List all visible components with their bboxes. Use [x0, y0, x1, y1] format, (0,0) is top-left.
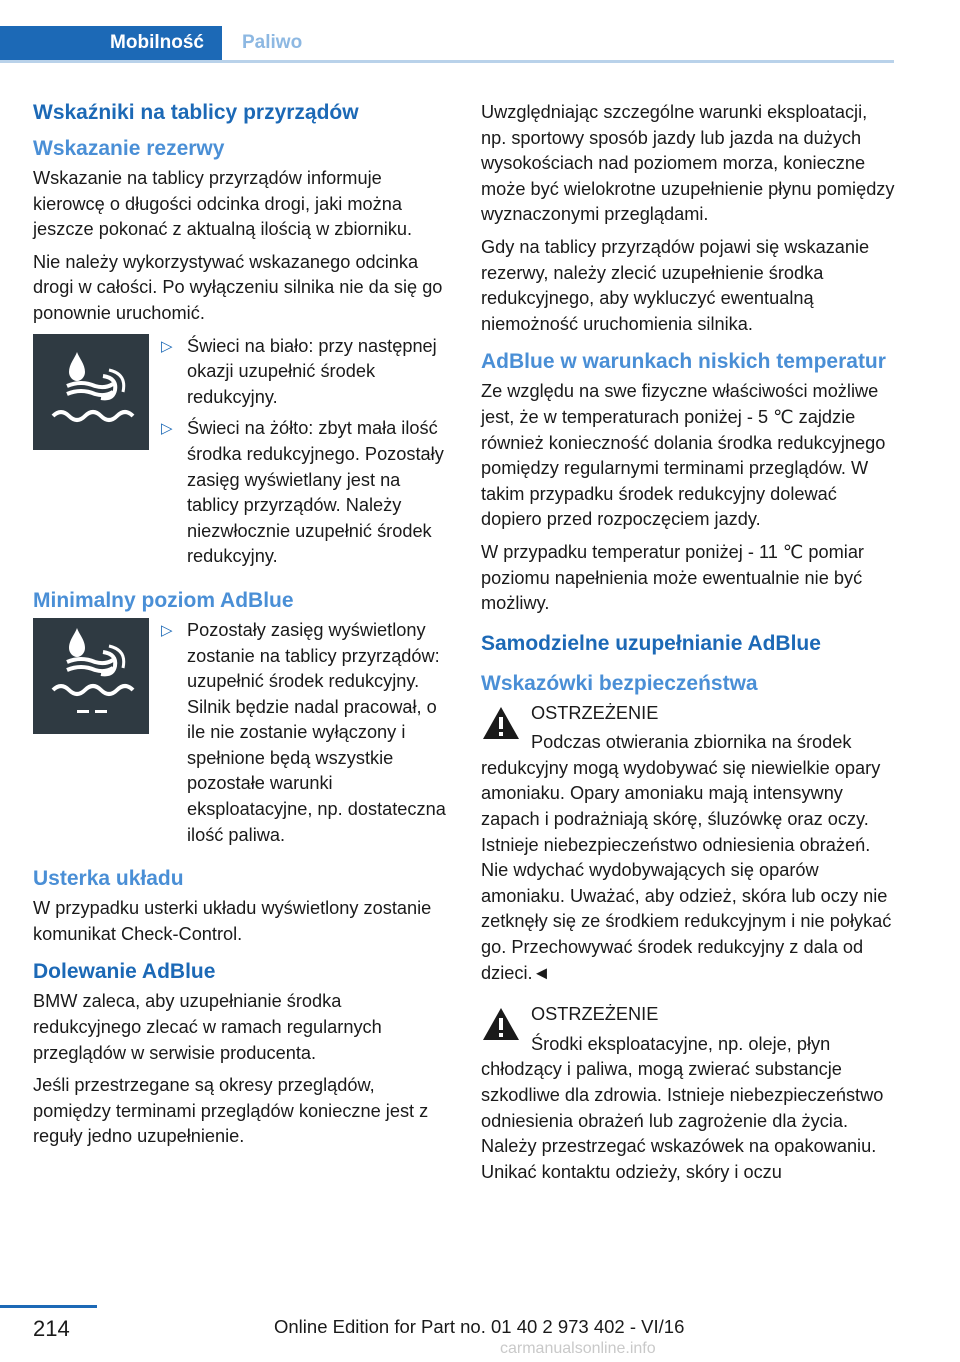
footer-divider: [0, 1305, 97, 1308]
paragraph: W przypadku usterki układu wyświetlony zostanie komunikat Check-Control.: [33, 898, 432, 944]
tab-paliwo[interactable]: Paliwo: [242, 32, 303, 53]
bullet-triangle-icon: ▷: [161, 420, 173, 438]
header-divider: [0, 60, 894, 63]
list-item-text: Świeci na żółto: zbyt mała ilość środka redukcyjnego. Pozostały zasięg wyświetlany jest na tablicy przyrządów. Należy niezwłocznie uzupełnić środek redukcyjny.: [187, 418, 444, 567]
left-column: [33, 100, 449, 1157]
page-number: 214: [33, 1316, 70, 1341]
warning-block-2: [481, 1002, 895, 1185]
bullet-triangle-icon: ▷: [161, 621, 173, 639]
paragraph: Nie należy wykorzystywać wskazanego odcinka drogi w całości. Po wyłączeniu silnika nie da się go ponownie uruchomić.: [33, 251, 443, 323]
warning-triangle-icon: [481, 705, 521, 741]
heading-refill: Dolewanie AdBlue: [33, 960, 216, 984]
warning-block-1: [481, 701, 895, 987]
warning-triangle-icon: [481, 1006, 521, 1042]
indicator-block-reserve: [33, 334, 449, 576]
section-title: Wskaźniki na tablicy przyrządów: [33, 101, 359, 124]
heading-reserve: Wskazanie rezerwy: [33, 137, 225, 160]
warning-body: redukcyjny mogą wydobywać się niewielkie opary amoniaku. Opary amoniaku mają intensywny zapach i podrażniają skórę, śluzówkę oraz oczy. Istnieje niebezpieczeństwo odniesienia obrażeń. Nie wdychać wydobywających się oparów amoniaku. Uważać, aby odzież, skóra lub oczy nie zetknęły się ze środkiem redukcyjnym i nie połykać go. Przechowywać środek redukcyjny z dala od dzieci.◄: [481, 757, 892, 983]
adblue-indicator-icon: [33, 334, 149, 450]
list-item-text: Świeci na biało: przy następnej okazji uzupełnić środek redukcyjny.: [187, 335, 437, 407]
adblue-minimum-icon: [33, 618, 149, 734]
edition-note: Online Edition for Part no. 01 40 2 973 402 - VI/16: [274, 1316, 685, 1337]
paragraph: Ze względu na swe fizyczne właściwości możliwe jest, że w temperaturach poniżej - 5 ℃ zajdzie również konieczność dolania środka redukcyjnego pomiędzy regularnymi terminami przeglądów. W takim przypadku środek redukcyjny dolewać dopiero przed rozpoczęciem jazdy.: [481, 381, 886, 530]
tab-mobilnosc[interactable]: Mobilność: [0, 26, 222, 60]
paragraph: BMW zaleca, aby uzupełnianie środka redukcyjnego zlecać w ramach regularnych przeglądów w serwisie producenta.: [33, 991, 382, 1063]
paragraph: Wskazanie na tablicy przyrządów informuje kierowcę o długości odcinka drogi, jaki można jeszcze pokonać z aktualną ilością w zbiorniku.: [33, 168, 413, 240]
list-item-text: Pozostały zasięg wyświetlony zostanie na tablicy przyrządów: uzupełnić środek redukcyjny. Silnik będzie nadal pracował, o ile nie zostanie wyłączony i spełnione będą wszystkie pozostałe warunki eksploatacyjne, np. dostateczna ilość paliwa.: [187, 619, 446, 845]
paragraph: Uwzględniając szczególne warunki eksploatacji, np. sportowy sposób jazdy lub jazda na dużych wysokościach nad poziomem morza, konieczne może być wielokrotne uzupełnienie płynu pomiędzy wyznaczonymi przeglądami.: [481, 102, 895, 225]
indicator-block-minimum: [33, 618, 449, 854]
page-header: [0, 26, 894, 62]
list-item: [161, 618, 449, 848]
bullet-triangle-icon: ▷: [161, 337, 173, 355]
heading-system-fault: Usterka układu: [33, 867, 184, 891]
list-item: [161, 416, 449, 570]
warning-lead: Podczas otwierania zbiornika na środek: [531, 732, 852, 753]
heading-minimum-level: Minimalny poziom AdBlue: [33, 588, 294, 612]
warning-body: chłodzący i paliwa, mogą zwierać substancje szkodliwe dla zdrowia. Istnieje niebezpieczeństwo odniesienia obrażeń lub zagrożenie dla życia. Należy przestrzegać wskazówek na opakowaniu. Unikać kontaktu odzieży, skóry i oczu: [481, 1059, 884, 1182]
heading-low-temperatures: AdBlue w warunkach niskich temperatur: [481, 350, 886, 374]
watermark: carmanualsonline.info: [500, 1340, 656, 1357]
heading-self-refill: Samodzielne uzupełnianie AdBlue: [481, 631, 821, 655]
heading-safety-notes: Wskazówki bezpieczeństwa: [481, 671, 758, 695]
list-item: [161, 334, 449, 411]
warning-lead: Środki eksploatacyjne, np. oleje, płyn: [531, 1033, 831, 1054]
paragraph: W przypadku temperatur poniżej - 11 ℃ pomiar poziomu napełnienia może ewentualnie nie być możliwy.: [481, 541, 864, 614]
paragraph: Jeśli przestrzegane są okresy przeglądów, pomiędzy terminami przeglądów konieczne jest z reguły jedno uzupełnienie.: [33, 1075, 429, 1147]
warning-title: OSTRZEŻENIE: [531, 702, 659, 723]
warning-title: OSTRZEŻENIE: [531, 1004, 659, 1025]
paragraph: Gdy na tablicy przyrządów pojawi się wskazanie rezerwy, należy zlecić uzupełnienie środka redukcyjnego, aby wykluczyć ewentualną niemożność uruchomienia silnika.: [481, 236, 870, 334]
right-column: [481, 100, 895, 1191]
